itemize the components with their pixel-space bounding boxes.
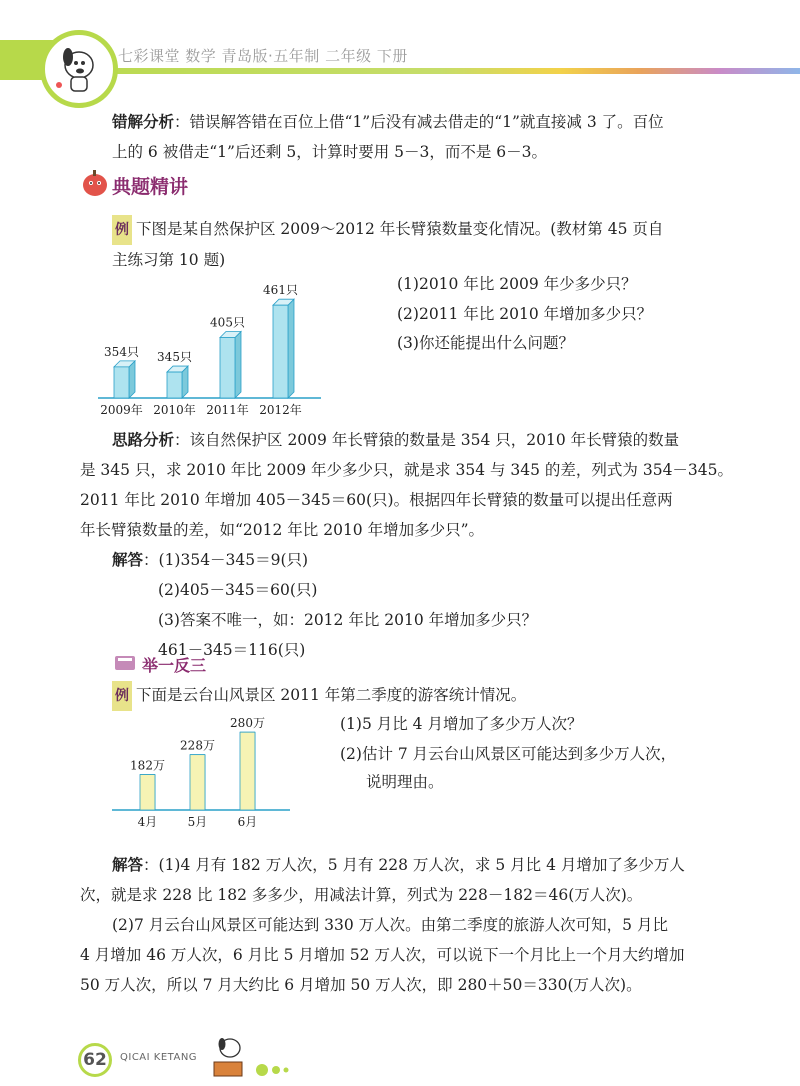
answer-line: 4 月增加 46 万人次，6 月比 5 月增加 52 万人次，可以说下一个月比上一个月大约增加 xyxy=(80,946,685,964)
question-1: (1)5 月比 4 月增加了多少万人次？ xyxy=(340,715,583,733)
header-band xyxy=(0,0,800,80)
example-tag: 例 xyxy=(112,215,132,245)
category-label: 2011年 xyxy=(206,403,249,417)
bar xyxy=(167,372,182,398)
error-analysis-label: 错解分析 xyxy=(112,113,175,131)
analysis-line: 2011 年比 2010 年增加 405－345＝60(只)。根据四年长臂猿的数量可以提出任意两 xyxy=(80,491,673,509)
bar-side xyxy=(235,331,241,398)
bar xyxy=(240,732,255,810)
bar xyxy=(140,775,155,810)
answer-line: 次，就是求 228 比 182 多多少，用减法计算，列式为 228－182＝46(万人次)。 xyxy=(80,886,643,904)
bar xyxy=(190,755,205,810)
question-2: (2)估计 7 月云台山风景区可能达到多少万人次， xyxy=(340,745,677,763)
page-number: 62 xyxy=(78,1043,112,1077)
bar-side xyxy=(288,299,294,398)
analysis-line: ：该自然保护区 2009 年长臂猿的数量是 354 只，2010 年长臂猿的数量 xyxy=(174,431,680,449)
answer-line: 50 万人次，所以 7 月大约比 6 月增加 50 万人次，即 280＋50＝330(万人次)。 xyxy=(80,976,642,994)
answer-line: 461－345＝116(只) xyxy=(158,641,306,659)
bar-value-label: 182万 xyxy=(130,758,165,773)
error-analysis-line1: ：错误解答错在百位上借“1”后没有减去借走的“1”就直接减 3 了。百位 xyxy=(174,113,664,131)
example1-line1: 下图是某自然保护区 2009～2012 年长臂猿数量变化情况。(教材第 45 页自 xyxy=(136,220,664,238)
category-label: 5月 xyxy=(187,815,208,829)
answer-line: ：(1)354－345＝9(只) xyxy=(143,551,309,569)
example1-text xyxy=(112,214,732,275)
category-label: 2012年 xyxy=(259,403,302,417)
section-title-typical: 典题精讲 xyxy=(112,176,189,198)
header-title: 七彩课堂 数学 青岛版·五年制 二年级 下册 xyxy=(118,47,408,65)
bar xyxy=(114,367,129,398)
analysis-paragraph xyxy=(112,425,732,455)
answer1-first xyxy=(112,545,732,575)
book-icon xyxy=(114,654,138,672)
category-label: 6月 xyxy=(237,815,258,829)
example1-line2: 主练习第 10 题) xyxy=(112,251,226,269)
chart-gibbon-population xyxy=(96,270,326,420)
bar-value-label: 461只 xyxy=(263,283,298,298)
bar xyxy=(220,337,235,398)
answer-label: 解答 xyxy=(112,551,144,569)
answer-label: 解答 xyxy=(112,856,144,874)
mascot-badge xyxy=(40,30,118,108)
category-label: 4月 xyxy=(137,815,158,829)
footer-brand: QICAI KETANG xyxy=(120,1052,198,1063)
footer-mascot-icon xyxy=(200,1030,300,1080)
bar-value-label: 345只 xyxy=(157,350,192,365)
apple-mascot-icon xyxy=(78,168,110,198)
bar-value-label: 280万 xyxy=(230,716,265,731)
answer-line: (3)答案不唯一，如：2012 年比 2010 年增加多少只？ xyxy=(158,611,538,629)
question-1: (1)2010 年比 2009 年少多少只？ xyxy=(397,275,637,293)
bar-value-label: 405只 xyxy=(210,315,245,330)
analysis-line: 是 345 只，求 2010 年比 2009 年少多少只，就是求 354 与 345 的差，列式为 354－345。 xyxy=(80,461,734,479)
example-tag: 例 xyxy=(112,681,132,711)
section-title-practice: 举一反三 xyxy=(142,656,207,675)
answer-line: ：(1)4 月有 182 万人次，5 月有 228 万人次，求 5 月比 4 月增加了多少万人 xyxy=(143,856,685,874)
answer-line: (2)405－345＝60(只) xyxy=(158,581,318,599)
question-3: (3)你还能提出什么问题？ xyxy=(397,334,574,352)
example2-line: 下面是云台山风景区 2011 年第二季度的游客统计情况。 xyxy=(136,686,527,704)
dog-mascot-icon xyxy=(45,35,113,103)
category-label: 2010年 xyxy=(153,403,196,417)
example2-text xyxy=(112,680,732,711)
bar-value-label: 354只 xyxy=(104,344,139,359)
analysis-line: 年长臂猿数量的差，如“2012 年比 2010 年增加多少只”。 xyxy=(80,521,485,539)
answer-line: (2)7 月云台山风景区可能达到 330 万人次。由第二季度的旅游人次可知，5 月比 xyxy=(112,916,668,934)
error-analysis xyxy=(112,107,732,167)
question-2-cont: 说明理由。 xyxy=(366,773,444,791)
bar xyxy=(273,305,288,398)
analysis-label: 思路分析 xyxy=(112,431,175,449)
question-2: (2)2011 年比 2010 年增加多少只？ xyxy=(397,305,653,323)
bar-value-label: 228万 xyxy=(180,738,215,753)
error-analysis-line2: 上的 6 被借走“1”后还剩 5，计算时要用 5－3，而不是 6－3。 xyxy=(112,143,548,161)
chart-visitors xyxy=(110,710,295,835)
category-label: 2009年 xyxy=(100,403,143,417)
answer2-first xyxy=(112,850,732,880)
